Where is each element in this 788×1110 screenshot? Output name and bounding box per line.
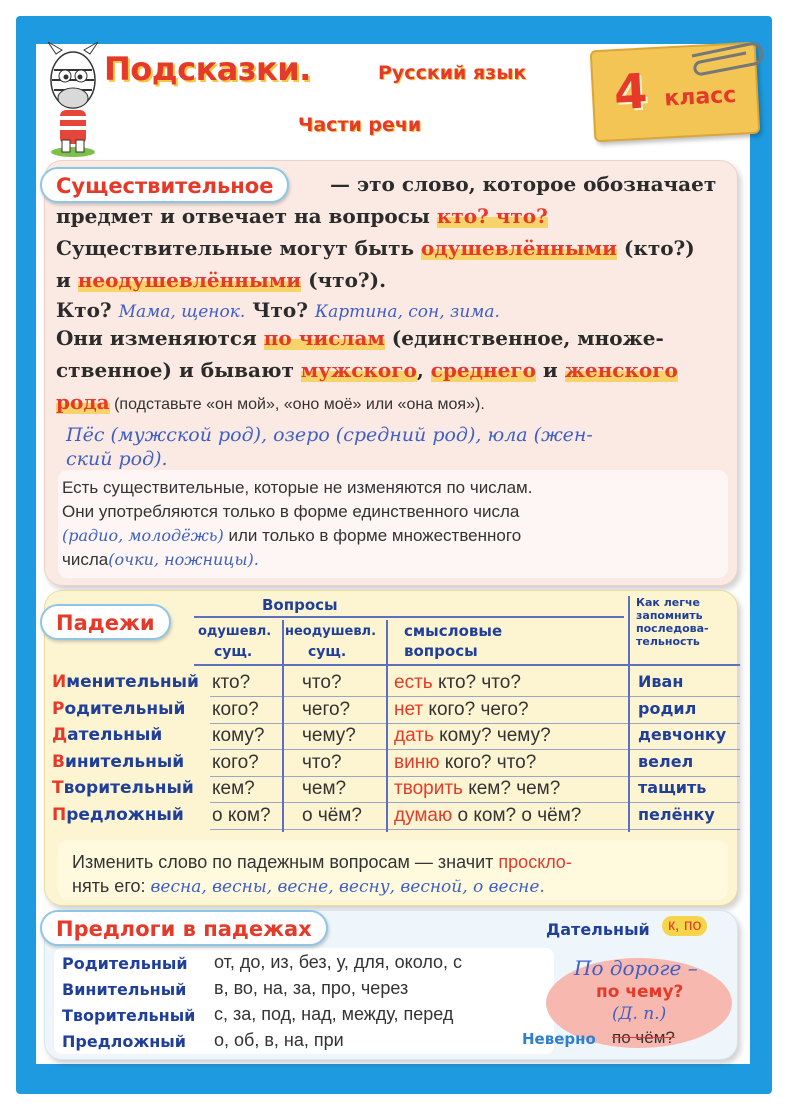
semantic-question bbox=[394, 699, 529, 721]
case-initial: П bbox=[52, 805, 67, 825]
text: и bbox=[56, 268, 78, 292]
noun-hand-line-2: ский род). bbox=[66, 448, 168, 470]
noun-note-line-2: Они употребляются только в форме единственного числа bbox=[62, 502, 520, 521]
highlight: просклo- bbox=[498, 852, 572, 872]
inanimate-question: чего? bbox=[302, 699, 351, 720]
col-mnemonic bbox=[636, 596, 709, 648]
noun-def-line-8 bbox=[56, 390, 485, 414]
semantic-question bbox=[394, 805, 581, 827]
semantic-q: кого? что? bbox=[439, 752, 537, 773]
highlight: рода bbox=[56, 390, 110, 414]
text: или только в форме множественного bbox=[223, 526, 522, 545]
case-initial: В bbox=[52, 752, 65, 772]
semantic-word: дать bbox=[394, 725, 434, 746]
col-semantic-2: вопросы bbox=[404, 642, 478, 660]
text: Изменить слово по падежным вопросам — значит bbox=[72, 852, 499, 872]
prep-case-name: Творительный bbox=[62, 1006, 196, 1025]
col-inanimate-2: сущ. bbox=[308, 644, 347, 660]
table-row-rule bbox=[210, 802, 740, 803]
wrong-text: по чём? bbox=[612, 1028, 675, 1047]
noun-note-line-1: Есть существительные, которые не изменяются по числам. bbox=[62, 478, 533, 497]
semantic-word: нет bbox=[394, 699, 424, 720]
semantic-word: думаю bbox=[394, 805, 453, 826]
prep-case-name: Предложный bbox=[62, 1032, 186, 1051]
noun-examples-line bbox=[56, 298, 500, 322]
case-rest: ательный bbox=[67, 725, 163, 745]
semantic-q: кем? чем? bbox=[462, 778, 561, 799]
animate-question: о ком? bbox=[212, 805, 271, 826]
noun-def-line-6 bbox=[56, 326, 664, 350]
noun-note-line-3 bbox=[62, 526, 521, 546]
noun-def-line-2 bbox=[56, 204, 548, 228]
text: Что? bbox=[245, 298, 315, 322]
text: Они изменяются bbox=[56, 326, 264, 350]
table-row-rule bbox=[210, 829, 740, 830]
text: предмет и отвечает на вопросы bbox=[56, 204, 437, 228]
semantic-question bbox=[394, 752, 536, 774]
highlight: кто? что? bbox=[436, 204, 548, 228]
semantic-question bbox=[394, 725, 551, 747]
mnemonic-word: Иван bbox=[638, 672, 684, 691]
semantic-q: кого? чего? bbox=[423, 699, 529, 720]
questions-header: Вопросы bbox=[262, 596, 338, 614]
case-rest: менительный bbox=[66, 672, 199, 692]
highlight: нять его bbox=[72, 876, 141, 896]
prep-case-name: Винительный bbox=[62, 980, 187, 999]
text: , bbox=[416, 358, 431, 382]
dative-label: Дательный bbox=[546, 920, 650, 939]
semantic-q: о ком? о чём? bbox=[452, 805, 582, 826]
case-name bbox=[52, 805, 184, 825]
highlight: среднего bbox=[430, 358, 536, 382]
prepositions-heading: Предлоги в падежах bbox=[40, 910, 328, 946]
col-animate-1: одушевл. bbox=[198, 624, 272, 639]
handwriting: весна, весны, весне, весну, весной, о весне. bbox=[150, 877, 545, 897]
highlight: женского bbox=[564, 358, 678, 382]
grade-number: 4 bbox=[612, 63, 649, 122]
case-initial: И bbox=[52, 672, 67, 692]
text: (кто?) bbox=[616, 236, 695, 260]
cases-heading: Падежи bbox=[40, 604, 171, 640]
case-name bbox=[52, 699, 185, 719]
handwriting: (очки, ножницы). bbox=[108, 550, 259, 569]
text: (единственное, множе- bbox=[384, 326, 664, 350]
animate-question: кому? bbox=[212, 725, 265, 746]
table-row-rule bbox=[210, 696, 740, 697]
table-row-rule bbox=[210, 776, 740, 777]
table-header-rule bbox=[194, 664, 740, 666]
table-divider bbox=[628, 596, 630, 832]
bubble-hand-1: По дороге – bbox=[574, 956, 698, 980]
prep-list: о, об, в, на, при bbox=[214, 1030, 344, 1050]
handwriting: (радио, молодёжь) bbox=[62, 526, 224, 545]
highlight: неодушевлёнными bbox=[77, 268, 302, 292]
col-animate-2: сущ. bbox=[214, 644, 253, 660]
wrong-label: Неверно bbox=[522, 1030, 596, 1048]
noun-def-line-7 bbox=[56, 358, 678, 382]
prep-list: с, за, под, над, между, перед bbox=[214, 1004, 454, 1024]
semantic-q: кто? что? bbox=[432, 672, 521, 693]
table-row-rule bbox=[210, 723, 740, 724]
cases-note-line-2 bbox=[72, 876, 545, 897]
text: числа bbox=[62, 550, 109, 569]
text: и bbox=[535, 358, 565, 382]
text: Существительные могут быть bbox=[56, 236, 421, 260]
case-initial: Т bbox=[52, 778, 64, 798]
text: (подставьте «он мой», «оно моё» или «она моя»). bbox=[109, 396, 485, 413]
case-name bbox=[52, 672, 199, 692]
highlight: по числам bbox=[263, 326, 385, 350]
paperclip-icon bbox=[686, 38, 768, 78]
mnemonic-header-line: последова- bbox=[636, 622, 709, 635]
prep-list: от, до, из, без, у, для, около, с bbox=[214, 952, 463, 972]
case-name bbox=[52, 778, 194, 798]
mnemonic-word: родил bbox=[638, 699, 697, 718]
prep-list: в, во, на, за, про, через bbox=[214, 978, 409, 998]
mnemonic-word: тащить bbox=[638, 778, 707, 797]
table-divider bbox=[282, 620, 284, 832]
case-initial: Р bbox=[52, 699, 65, 719]
noun-heading: Существительное bbox=[40, 167, 289, 203]
inanimate-question: о чём? bbox=[302, 805, 362, 826]
animate-question: кого? bbox=[212, 699, 259, 720]
mnemonic-word: пелёнку bbox=[638, 805, 715, 824]
table-row-rule bbox=[210, 749, 740, 750]
table-rule bbox=[194, 616, 624, 618]
table-divider bbox=[386, 620, 388, 832]
mnemonic-header-line: тельность bbox=[636, 635, 700, 648]
highlight: одушевлёнными bbox=[421, 236, 617, 260]
text: Кто? bbox=[56, 298, 119, 322]
mnemonic-word: девчонку bbox=[638, 725, 727, 744]
noun-def-line-4 bbox=[56, 268, 386, 292]
noun-note-line-4 bbox=[62, 550, 259, 570]
highlight: мужского bbox=[300, 358, 417, 382]
case-name bbox=[52, 725, 162, 745]
mnemonic-header-line: Как легче bbox=[636, 596, 700, 609]
grade-word: класс bbox=[663, 82, 737, 112]
case-rest: ворительный bbox=[63, 778, 194, 798]
animate-question: кого? bbox=[212, 752, 259, 773]
subject-title: Русский язык bbox=[378, 62, 527, 84]
animate-question: кто? bbox=[212, 672, 251, 693]
handwriting: Мама, щенок. bbox=[118, 302, 246, 322]
cases-note-line-1 bbox=[72, 852, 572, 873]
case-rest: инительный bbox=[64, 752, 185, 772]
text: ственное) и бывают bbox=[56, 358, 301, 382]
noun-def-line-3 bbox=[56, 236, 695, 260]
text: (что?). bbox=[301, 268, 387, 292]
semantic-question bbox=[394, 778, 560, 800]
semantic-word: виню bbox=[394, 752, 440, 773]
semantic-q: кому? чему? bbox=[433, 725, 551, 746]
mnemonic-word: велел bbox=[638, 752, 694, 771]
semantic-question bbox=[394, 672, 521, 694]
bubble-question: по чему? bbox=[596, 982, 684, 1002]
prep-case-name: Родительный bbox=[62, 954, 188, 973]
case-rest: одительный bbox=[64, 699, 186, 719]
bubble-hand-2: (Д. п.) bbox=[612, 1004, 667, 1024]
col-inanimate-1: неодушевл. bbox=[285, 624, 377, 639]
handwriting: Картина, сон, зима. bbox=[314, 302, 500, 322]
case-name bbox=[52, 752, 184, 772]
case-initial: Д bbox=[52, 725, 68, 745]
inanimate-question: чем? bbox=[302, 778, 347, 799]
animate-question: кем? bbox=[212, 778, 255, 799]
mnemonic-header-line: запомнить bbox=[636, 609, 703, 622]
noun-hand-line-1: Пёс (мужской род), озеро (средний род), юла (жен- bbox=[66, 424, 593, 446]
case-rest: редложный bbox=[66, 805, 184, 825]
dative-preps: к, по bbox=[662, 916, 707, 936]
page-title: Подсказки. bbox=[104, 50, 311, 88]
inanimate-question: что? bbox=[302, 672, 342, 693]
semantic-word: есть bbox=[394, 672, 433, 693]
text: : bbox=[140, 876, 151, 896]
semantic-word: творить bbox=[394, 778, 463, 799]
inanimate-question: чему? bbox=[302, 725, 356, 746]
col-semantic-1: смысловые bbox=[404, 622, 503, 640]
zebra-mascot-icon bbox=[38, 40, 108, 158]
page-subtitle: Части речи bbox=[298, 114, 422, 136]
noun-def-line-1: — это слово, которое обозначает bbox=[330, 172, 717, 196]
inanimate-question: что? bbox=[302, 752, 342, 773]
